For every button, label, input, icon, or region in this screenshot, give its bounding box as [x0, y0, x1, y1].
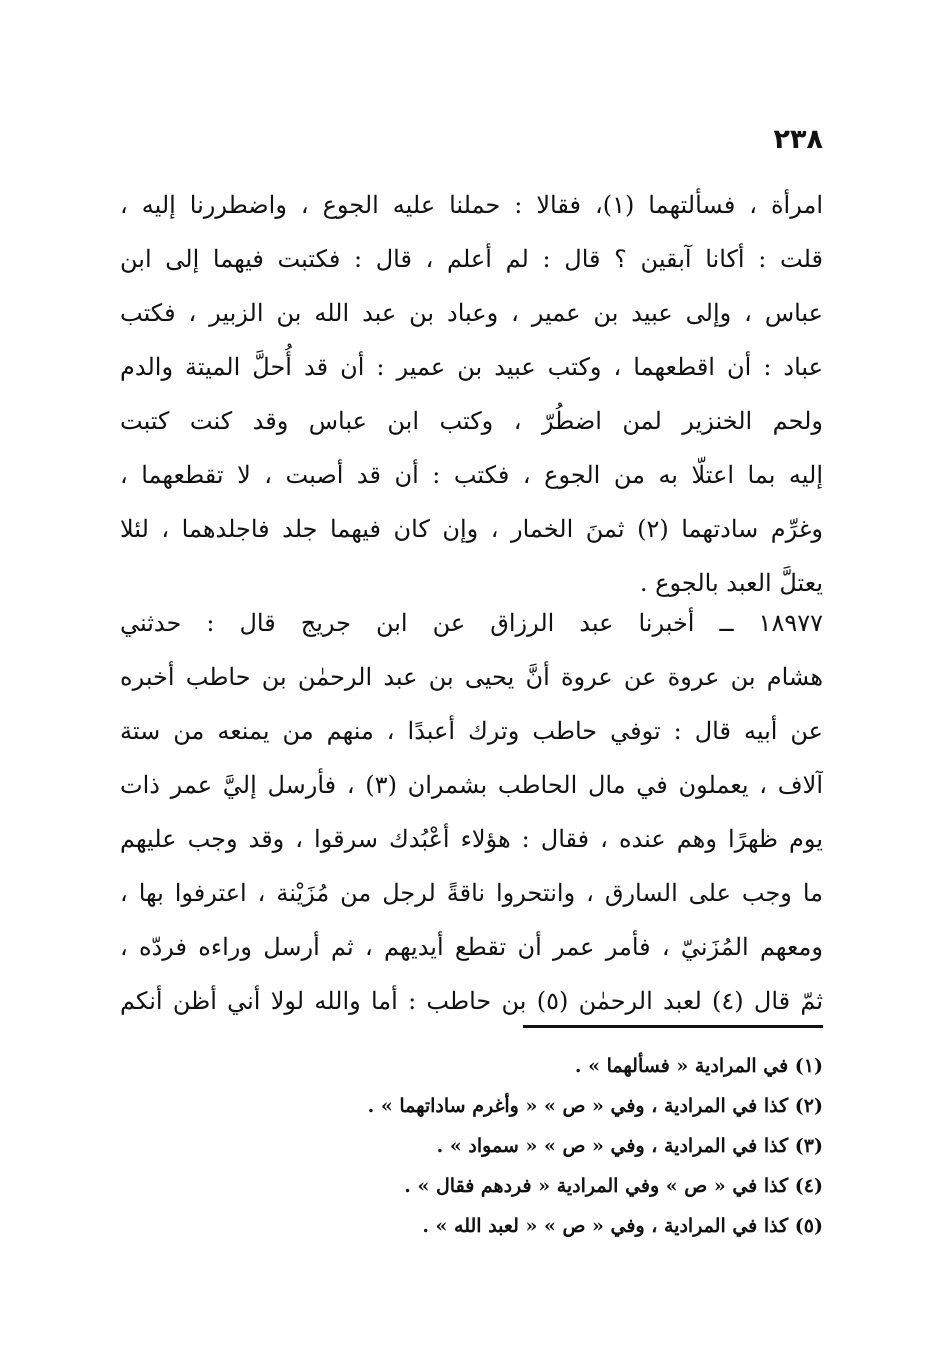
text-line: وغرِّم سادتهما (٢) ثمنَ الخمار ، وإن كان فيهما جلد فاجلدهما ، لئلا [120, 515, 823, 543]
text-line: امرأة ، فسألتهما (١)، فقالا : حملنا عليه الجوع ، واضطررنا إليه ، [120, 191, 823, 219]
text-line: عباس ، وإلى عبيد بن عمير ، وعباد بن عبد الله بن الزبير ، فكتب [120, 299, 823, 327]
text-line: ثمّ قال (٤) لعبد الرحمٰن (٥) بن حاطب : أما والله لولا أني أظن أنكم [120, 987, 823, 1015]
footnotes [300, 1046, 823, 1246]
text-line: يوم ظهرًا وهم عنده ، فقال : هؤلاء أعْبُدك سرقوا ، وقد وجب عليهم [120, 825, 823, 853]
footnote: (٣) كذا في المرادية ، وفي « ص » « سمواد » . [436, 1135, 823, 1157]
text-line: عباد : أن اقطعهما ، وكتب عبيد بن عمير : أن قد أُحلَّ الميتة والدم [120, 353, 823, 381]
footnote: (١) في المرادية « فسألهما » . [574, 1055, 823, 1077]
text-line: ومعهم المُزَنيّ ، فأمر عمر أن تقطع أيديهم ، ثم أرسل وراءه فردّه ، [120, 933, 823, 961]
footnote: (٢) كذا في المرادية ، وفي « ص » « وأغرم ساداتهما » . [367, 1095, 823, 1117]
text-line: إليه بما اعتلّا به من الجوع ، فكتب : أن قد أصبت ، لا تقطعهما ، [120, 461, 823, 489]
text-line: آلاف ، يعملون في مال الحاطب بشمران (٣) ، فأرسل إليَّ عمر ذات [120, 771, 823, 799]
text-line: قلت : أكانا آبقين ؟ قال : لم أعلم ، قال : فكتبت فيهما إلى ابن [120, 245, 823, 273]
footnote-divider [523, 1025, 823, 1028]
page-number: ٢٣٨ [773, 124, 823, 155]
footnote: (٥) كذا في المرادية ، وفي « ص » « لعبد الله » . [422, 1215, 823, 1237]
text-line: عن أبيه قال : توفي حاطب وترك أعبدًا ، منهم من يمنعه من ستة [120, 717, 823, 745]
text-line: يعتلَّ العبد بالجوع . [639, 569, 823, 597]
text-line: ١٨٩٧٧ ــ أخبرنا عبد الرزاق عن ابن جريج قال : حدثني [120, 609, 823, 637]
text-line: ولحم الخنزير لمن اضطُرّ ، وكتب ابن عباس وقد كنت كتبت [120, 407, 823, 435]
text-line: ما وجب على السارق ، وانتحروا ناقةً لرجل من مُزَيْنة ، اعترفوا بها ، [120, 879, 823, 907]
paragraph-2 [120, 596, 823, 1028]
paragraph-1 [120, 178, 823, 610]
text-line: هشام بن عروة عن عروة أنَّ يحيى بن عبد الرحمٰن بن حاطب أخبره [120, 663, 823, 691]
footnote: (٤) كذا في « ص » وفي المرادية « فردهم فقال » . [404, 1175, 823, 1197]
